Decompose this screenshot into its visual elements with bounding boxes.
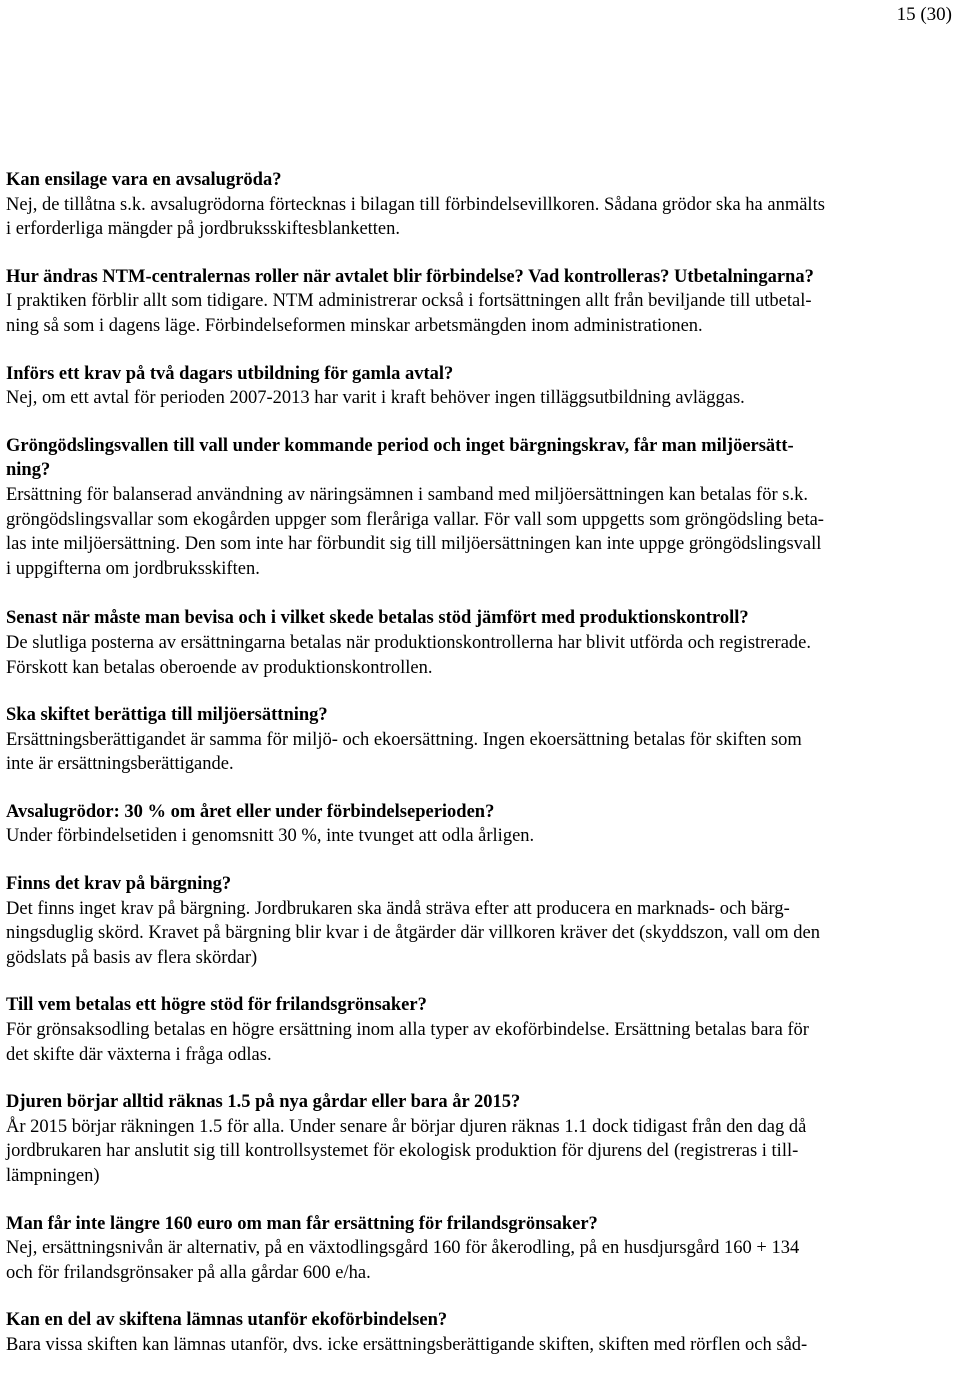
qa-item-ntm-roles	[6, 265, 958, 339]
answer-line: Under förbindelsetiden i genomsnitt 30 %, inte tvunget att odla årligen.	[6, 826, 535, 847]
answer-line: Nej, om ett avtal för perioden 2007-2013 har varit i kraft behöver ingen tilläggsutbildning avläggas.	[6, 388, 745, 409]
answer-line: För grönsaksodling betalas en högre ersättning inom alla typer av ekoförbindelse. Ersättning betalas bara för	[6, 1020, 809, 1041]
answer-line: inte är ersättningsberättigande.	[6, 754, 234, 775]
answer-line: gröngödslingsvallar som ekogården uppger som fleråriga vallar. För vall som uppgetts som gröngödsling beta-	[6, 509, 824, 530]
answer-line: i uppgifterna om jordbruksskiften.	[6, 558, 260, 579]
question-heading: Kan en del av skiftena lämnas utanför ekoförbindelsen?	[6, 1310, 448, 1331]
answer-line: Ersättning för balanserad användning av näringsämnen i samband med miljöersättningen kan betalas för s.k.	[6, 484, 808, 505]
answer-line: lämpningen)	[6, 1166, 100, 1186]
page-number: 15 (30)	[896, 4, 952, 25]
document-body	[6, 168, 958, 1358]
qa-item-160-euro	[6, 1212, 958, 1286]
answer-line: ning så som i dagens läge. Förbindelseformen minskar arbetsmängden inom administrationen.	[6, 315, 703, 336]
question-heading: Ska skiftet berättiga till miljöersättning?	[6, 705, 328, 726]
question-heading: Till vem betalas ett högre stöd för frilandsgrönsaker?	[6, 995, 427, 1016]
qa-item-field-eligibility	[6, 703, 958, 777]
qa-item-harvest	[6, 872, 958, 970]
question-heading: Kan ensilage vara en avsalugröda?	[6, 170, 282, 190]
answer-line: Bara vissa skiften kan lämnas utanför, dvs. icke ersättningsberättigande skiften, skiften med rörflen och såd-	[6, 1334, 808, 1355]
answer-line: År 2015 börjar räkningen 1.5 för alla. Under senare år börjar djuren räknas 1.1 dock tidigast från den dag då	[6, 1116, 807, 1137]
qa-item-sales-crops	[6, 800, 958, 849]
answer-line: Nej, ersättningsnivån är alternativ, på en växtodlingsgård 160 för åkerodling, på en husdjursgård 160 + 134	[6, 1238, 800, 1259]
question-heading-cont: ning?	[6, 460, 51, 481]
qa-item-training	[6, 362, 958, 411]
question-heading: Hur ändras NTM-centralernas roller när avtalet blir förbindelse? Vad kontrolleras? Utbetalningarna?	[6, 266, 814, 287]
qa-item-green-manure	[6, 434, 958, 582]
question-heading: Finns det krav på bärgning?	[6, 874, 232, 895]
answer-line: las inte miljöersättning. Den som inte har förbundit sig till miljöersättningen kan inte uppge gröngödslingsvall	[6, 534, 822, 555]
answer-line: gödslats på basis av flera skördar)	[6, 947, 258, 968]
qa-item-excluded-fields	[6, 1308, 958, 1357]
answer-line: och för frilandsgrönsaker på alla gårdar 600 e/ha.	[6, 1262, 371, 1283]
answer-line: Förskott kan betalas oberoende av produktionskontrollen.	[6, 657, 433, 678]
question-heading: Införs ett krav på två dagars utbildning för gamla avtal?	[6, 363, 454, 384]
question-heading: Djuren börjar alltid räknas 1.5 på nya gårdar eller bara år 2015?	[6, 1092, 521, 1113]
answer-line: jordbrukaren har anslutit sig till kontrollsystemet för ekologisk produktion för djurens del (registreras i till-	[6, 1141, 799, 1162]
qa-item-production-control	[6, 606, 958, 680]
answer-line: det skifte där växterna i fråga odlas.	[6, 1044, 272, 1065]
answer-line: Det finns inget krav på bärgning. Jordbrukaren ska ändå sträva efter att producera en marknads- och bärg-	[6, 898, 790, 919]
question-heading: Senast när måste man bevisa och i vilket skede betalas stöd jämfört med produktionskontroll?	[6, 608, 749, 629]
qa-item-animal-count	[6, 1090, 958, 1188]
answer-line: ningsduglig skörd. Kravet på bärgning blir kvar i de åtgärder där villkoren kräver det (skyddszon, vall om den	[6, 923, 820, 944]
answer-line: De slutliga posterna av ersättningarna betalas när produktionskontrollerna har blivit utförda och registrerade.	[6, 632, 811, 653]
qa-item-vegetables-support	[6, 993, 958, 1067]
qa-item-ensilage	[6, 168, 958, 242]
question-heading: Gröngödslingsvallen till vall under kommande period och inget bärgningskrav, får man miljöersätt-	[6, 435, 794, 456]
question-heading: Avsalugrödor: 30 % om året eller under förbindelseperioden?	[6, 801, 495, 822]
question-heading: Man får inte längre 160 euro om man får ersättning för frilandsgrönsaker?	[6, 1213, 598, 1234]
answer-line: Ersättningsberättigandet är samma för miljö- och ekoersättning. Ingen ekoersättning betalas för skiften som	[6, 729, 802, 750]
answer-line: I praktiken förblir allt som tidigare. NTM administrerar också i fortsättningen allt från beviljande till utbetal-	[6, 291, 812, 312]
answer-line: i erforderliga mängder på jordbruksskiftesblanketten.	[6, 219, 401, 240]
answer-line: Nej, de tillåtna s.k. avsalugrödorna förtecknas i bilagan till förbindelsevillkoren. Sådana grödor ska ha anmälts	[6, 194, 825, 215]
